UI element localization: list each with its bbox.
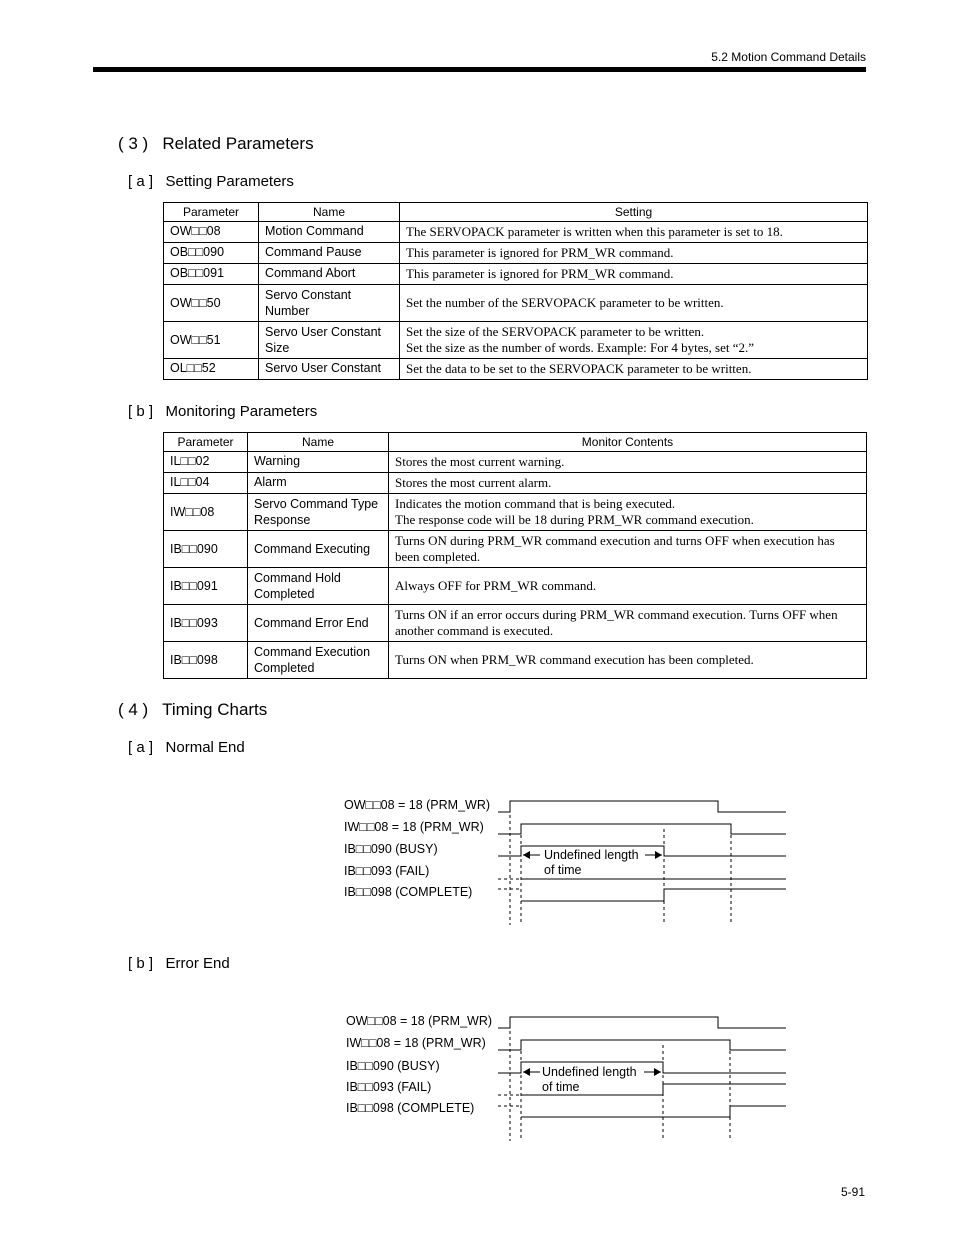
header-setting: Setting [400,203,868,222]
section-title: Related Parameters [162,134,314,153]
setting-line: Set the size of the SERVOPACK parameter to be written. [406,324,705,339]
param-cell: OB□□090 [164,243,259,264]
annotation-of-time: of time [544,863,582,877]
table-row [164,642,867,679]
param-cell: OL□□52 [164,359,259,380]
name-cell: Servo Command Type Response [248,494,389,531]
signal-label-ow08: OW□□08 = 18 (PRM_WR) [346,1014,493,1028]
table-row [164,531,867,568]
param-cell: OW□□51 [164,322,259,359]
table-row [164,222,868,243]
waveform-ow08 [498,801,786,812]
signal-label-busy: IB□□090 (BUSY) [346,1059,440,1073]
contents-cell: Turns ON during PRM_WR command execution and turns OFF when execution has been completed. [389,531,867,568]
signal-label-iw08: IW□□08 = 18 (PRM_WR) [346,1036,486,1050]
signal-label-busy: IB□□090 (BUSY) [344,842,438,856]
waveform-ow08 [498,1017,786,1028]
signal-label-fail: IB□□093 (FAIL) [344,864,430,878]
name-cell: Warning [248,452,389,473]
setting-cell: This parameter is ignored for PRM_WR command. [400,264,868,285]
setting-cell: The SERVOPACK parameter is written when this parameter is set to 18. [400,222,868,243]
header-parameter: Parameter [164,203,259,222]
name-cell: Command Hold Completed [248,568,389,605]
name-cell: Motion Command [259,222,400,243]
subsection-title: Setting Parameters [165,173,294,190]
signal-label-fail: IB□□093 (FAIL) [346,1080,432,1094]
param-cell: IB□□098 [164,642,248,679]
table-row [164,264,868,285]
param-cell: OW□□50 [164,285,259,322]
table-header-row [164,203,868,222]
name-cell: Servo User Constant Size [259,322,400,359]
table-row [164,605,867,642]
signal-label-ow08: OW□□08 = 18 (PRM_WR) [344,798,491,812]
contents-cell: Turns ON if an error occurs during PRM_WR command execution. Turns OFF when another command is executed. [389,605,867,642]
name-cell: Command Pause [259,243,400,264]
contents-cell: Turns ON when PRM_WR command execution has been completed. [389,642,867,679]
signal-label-complete: IB□□098 (COMPLETE) [346,1101,475,1115]
table-row [164,568,867,605]
name-cell: Command Error End [248,605,389,642]
subsection-monitoring-parameters [128,403,317,420]
setting-cell: Set the number of the SERVOPACK parameter to be written. [400,285,868,322]
table-header-row [164,433,867,452]
subsection-number: [ b ] [128,955,154,972]
contents-cell: Always OFF for PRM_WR command. [389,568,867,605]
subsection-number: [ a ] [128,173,154,190]
header-monitor-contents: Monitor Contents [389,433,867,452]
contents-cell [389,494,867,531]
running-header: 5.2 Motion Command Details [711,50,866,64]
contents-cell: Stores the most current alarm. [389,473,867,494]
table-row [164,473,867,494]
waveform-iw08 [498,1040,786,1050]
table-row [164,285,868,322]
param-cell: OW□□08 [164,222,259,243]
param-cell: IB□□093 [164,605,248,642]
waveform-iw08 [498,824,786,834]
subsection-setting-parameters [128,173,294,190]
section-number: ( 3 ) [118,134,149,153]
subsection-normal-end [128,739,245,756]
param-cell: OB□□091 [164,264,259,285]
signal-label-complete: IB□□098 (COMPLETE) [344,885,473,899]
subsection-error-end [128,955,230,972]
param-cell: IL□□04 [164,473,248,494]
section-timing-charts [118,700,267,720]
annotation-undefined-length: Undefined length [544,848,639,862]
subsection-number: [ b ] [128,403,154,420]
table-row [164,243,868,264]
signal-label-iw08: IW□□08 = 18 (PRM_WR) [344,820,484,834]
name-cell: Command Executing [248,531,389,568]
setting-cell: This parameter is ignored for PRM_WR command. [400,243,868,264]
header-name: Name [259,203,400,222]
header-parameter: Parameter [164,433,248,452]
section-related-parameters [118,134,314,154]
param-cell: IB□□091 [164,568,248,605]
timing-chart-normal-end [490,795,790,927]
waveform-complete [521,889,786,901]
header-rule [93,67,866,72]
param-cell: IW□□08 [164,494,248,531]
table-row [164,322,868,359]
setting-line: Set the size as the number of words. Example: For 4 bytes, set “2.” [406,340,755,355]
subsection-title: Normal End [165,739,245,756]
param-cell: IL□□02 [164,452,248,473]
contents-line: Indicates the motion command that is being executed. [395,496,676,511]
section-number: ( 4 ) [118,700,149,719]
arrow-left-icon [523,1068,530,1076]
param-cell: IB□□090 [164,531,248,568]
timing-chart-error-end [490,1011,790,1143]
arrow-left-icon [523,851,530,859]
subsection-number: [ a ] [128,739,154,756]
page-number: 5-91 [840,1185,865,1199]
subsection-title: Error End [165,955,230,972]
waveform-complete [521,1106,786,1117]
setting-parameters-table [163,202,868,380]
contents-cell: Stores the most current warning. [389,452,867,473]
name-cell: Servo User Constant [259,359,400,380]
table-row [164,452,867,473]
name-cell: Command Execution Completed [248,642,389,679]
setting-cell [400,322,868,359]
name-cell: Command Abort [259,264,400,285]
annotation-of-time: of time [542,1080,580,1094]
contents-line: The response code will be 18 during PRM_WR command execution. [395,512,754,527]
annotation-undefined-length: Undefined length [542,1065,637,1079]
name-cell: Servo Constant Number [259,285,400,322]
arrow-right-icon [655,851,662,859]
setting-cell: Set the data to be set to the SERVOPACK parameter to be written. [400,359,868,380]
section-title: Timing Charts [162,700,268,719]
table-row [164,494,867,531]
arrow-right-icon [654,1068,661,1076]
monitoring-parameters-table [163,432,867,679]
name-cell: Alarm [248,473,389,494]
waveform-busy [498,846,786,856]
subsection-title: Monitoring Parameters [165,403,318,420]
header-name: Name [248,433,389,452]
table-row [164,359,868,380]
